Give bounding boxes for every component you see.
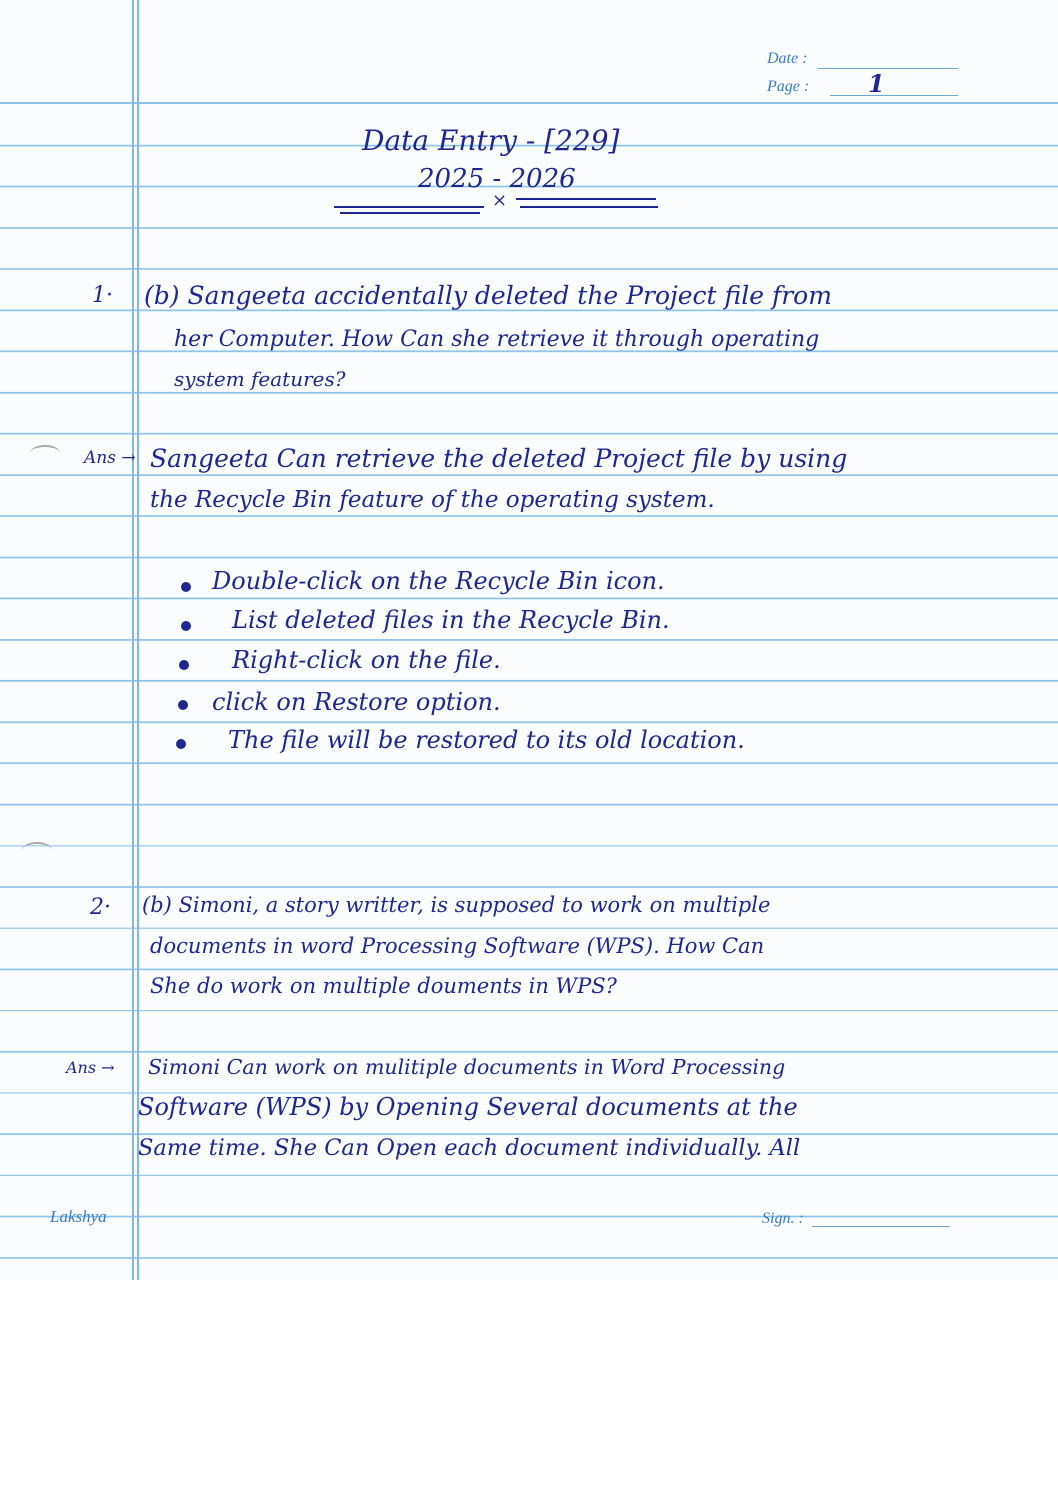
title-underline-right-1: [516, 198, 656, 200]
notebook-brand: Lakshya: [50, 1207, 107, 1226]
answer-1-step-4: click on Restore option.: [212, 688, 501, 716]
answer-1-step-3: Right-click on the file.: [232, 646, 501, 674]
title-underline-left-2: [340, 212, 480, 214]
question-2-line-1: (b) Simoni, a story writter, is supposed to work on multiple: [142, 893, 771, 917]
answer-1-line-1: Sangeeta Can retrieve the deleted Project file by using: [150, 444, 848, 473]
page-label: Page :: [767, 78, 810, 95]
question-1-line-3: system features?: [174, 367, 346, 391]
question-2-line-2: documents in word Processing Software (WPS). How Can: [150, 934, 765, 958]
title-underline-right-2: [520, 206, 658, 208]
page-number-field: [830, 69, 958, 98]
margin-line-right: [137, 0, 139, 1280]
question-1-number: 1·: [92, 283, 113, 308]
question-2-number: 2·: [90, 895, 111, 920]
margin-line-left: [132, 0, 134, 1280]
bullet-dot: [181, 582, 191, 592]
punch-hole-1: [30, 445, 60, 461]
bullet-dot: [178, 700, 188, 710]
page-subtitle: 2025 - 2026: [418, 164, 576, 194]
answer-2-line-1: Simoni Can work on mulitiple documents in Word Processing: [148, 1055, 786, 1079]
sign-label: Sign. :: [762, 1210, 804, 1227]
answer-2-line-3: Same time. She Can Open each document individually. All: [138, 1135, 801, 1161]
sign-field: [812, 1226, 950, 1227]
answer-1-label: Ans →: [84, 448, 136, 468]
answer-2-line-2: Software (WPS) by Opening Several documents at the: [138, 1093, 798, 1121]
title-cross-mark: ×: [492, 190, 508, 211]
date-field: [818, 68, 958, 69]
bullet-dot: [179, 660, 189, 670]
title-underline-left-1: [334, 206, 484, 208]
page-header-area: [0, 0, 1058, 104]
bullet-dot: [176, 739, 186, 749]
answer-1-line-2: the Recycle Bin feature of the operating system.: [150, 487, 715, 513]
question-1-line-2: her Computer. How Can she retrieve it through operating: [174, 327, 820, 352]
page-title: Data Entry - [229]: [362, 124, 620, 157]
answer-1-step-1: Double-click on the Recycle Bin icon.: [212, 567, 665, 595]
bullet-dot: [181, 621, 191, 631]
answer-1-step-2: List deleted files in the Recycle Bin.: [232, 606, 670, 634]
page-number: 1: [868, 69, 885, 98]
punch-hole-2: [22, 842, 52, 858]
question-2-line-3: She do work on multiple douments in WPS?: [150, 974, 617, 998]
date-label: Date :: [767, 50, 808, 67]
answer-2-label: Ans →: [66, 1058, 115, 1077]
answer-1-step-5: The file will be restored to its old location.: [228, 726, 745, 754]
question-1-line-1: (b) Sangeeta accidentally deleted the Project file from: [144, 281, 832, 310]
